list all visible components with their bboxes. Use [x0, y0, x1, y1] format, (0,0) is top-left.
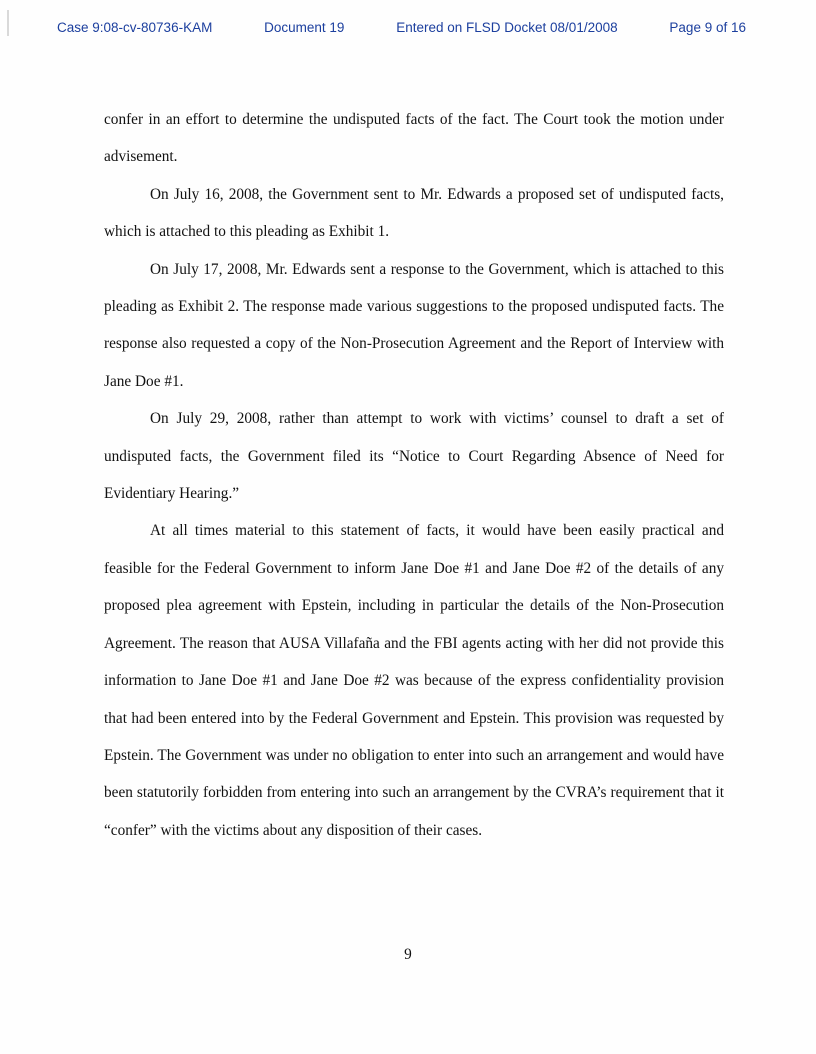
- paragraph: At all times material to this statement of facts, it would have been easily practical and feasible for the Federal Government to inform Jane Doe #1 and Jane Doe #2 of the details of any proposed plea agreement with Epstein, including in particular the details of the Non-Prosecution Agreement. The reason that AUSA Villafaña and the FBI agents acting with her did not provide this information to Jane Doe #1 and Jane Doe #2 was because of the express confidentiality provision that had been entered into by the Federal Government and Epstein. This provision was requested by Epstein. The Government was under no obligation to enter into such an arrangement and would have been statutorily forbidden from entering into such an arrangement by the CVRA’s requirement that it “confer” with the victims about any disposition of their cases.: [104, 522, 724, 839]
- paragraph: On July 16, 2008, the Government sent to Mr. Edwards a proposed set of undisputed facts, which is attached to this pleading as Exhibit 1.: [104, 185, 724, 241]
- case-number: Case 9:08-cv-80736-KAM: [57, 20, 213, 35]
- document-body: [104, 101, 724, 849]
- docket-header: [57, 20, 746, 35]
- paragraph: On July 17, 2008, Mr. Edwards sent a response to the Government, which is attached to this pleading as Exhibit 2. The response made various suggestions to the proposed undisputed facts. The response also requested a copy of the Non-Prosecution Agreement and the Report of Interview with Jane Doe #1.: [104, 260, 724, 390]
- page-number: 9: [404, 946, 412, 963]
- scan-artifact: [7, 10, 9, 36]
- document-number: Document 19: [264, 20, 345, 35]
- paragraph: On July 29, 2008, rather than attempt to work with victims’ counsel to draft a set of undisputed facts, the Government filed its “Notice to Court Regarding Absence of Need for Evidentiary Hearing.”: [104, 410, 724, 503]
- paragraph-continuation: confer in an effort to determine the undisputed facts of the fact. The Court took the motion under advisement.: [104, 111, 724, 166]
- page-indicator: Page 9 of 16: [669, 20, 746, 35]
- docket-entered-text: Entered on FLSD Docket 08/01/2008: [396, 20, 618, 35]
